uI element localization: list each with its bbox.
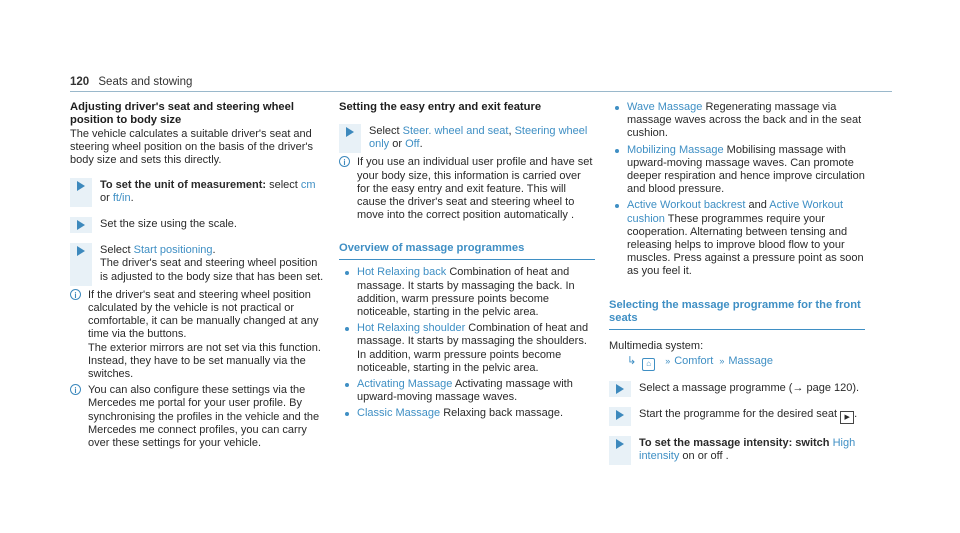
massage-desc: Regenerating massage via massage waves across the back and in the seat cushion. xyxy=(627,101,862,140)
bullet-icon xyxy=(345,327,349,331)
bullet-icon xyxy=(615,106,619,110)
step-start-programme xyxy=(609,407,865,426)
info-icon: i xyxy=(339,156,350,167)
option-steer-wheel-and-seat[interactable]: Steer. wheel and seat xyxy=(402,125,509,137)
massage-desc: Combination of heat and massage. It starts by massaging the back. In addition, warm pressure points become noticeable, starting in the pelvic area. xyxy=(357,266,575,319)
step-start-end: . xyxy=(212,244,216,257)
step-start-prog-text: Start the programme for the desired seat xyxy=(639,408,841,421)
massage-mobilizing[interactable]: Mobilizing Massage xyxy=(627,143,724,156)
step-easy-end: . xyxy=(419,138,423,151)
step-scale xyxy=(70,217,326,233)
start-positioning-link[interactable]: Start positioning xyxy=(133,244,213,257)
step-unit-bold: To set the unit of measurement: xyxy=(100,178,267,191)
step-intensity xyxy=(609,436,865,465)
massage-hot-relaxing-back[interactable]: Hot Relaxing back xyxy=(357,266,447,279)
note-manual-text: If the driver's seat and steering wheel position calculated by the vehicle is not practical or comfortable, it can be manually changed at any time via the buttons. xyxy=(88,288,319,341)
massage-desc: Combination of heat and massage. It starts by massaging the shoulders. In addition, warm pressure points become noticeable, starting in the pelvic area. xyxy=(357,322,589,374)
note-manual-change xyxy=(70,289,326,381)
home-icon[interactable]: ⌂ xyxy=(642,358,655,371)
list-item xyxy=(609,144,865,197)
menu-massage[interactable]: Massage xyxy=(728,354,774,367)
bullet-icon xyxy=(345,412,349,416)
massage-active-workout-backrest[interactable]: Active Workout backrest xyxy=(627,199,746,212)
massage-hot-relaxing-shoulder[interactable]: Hot Relaxing shoulder xyxy=(357,322,466,335)
massage-classic[interactable]: Classic Massage xyxy=(357,407,441,420)
step-intensity-end: on or off . xyxy=(679,450,729,463)
step-unit-or: or xyxy=(100,191,113,204)
page-number: 120 xyxy=(70,76,90,88)
column-2 xyxy=(339,101,595,421)
bullet-icon xyxy=(615,149,619,153)
step-select-programme xyxy=(609,381,865,397)
chevron-double-icon: » xyxy=(719,355,725,366)
list-item xyxy=(339,407,595,420)
step-easy-sep: , xyxy=(508,125,515,137)
option-ft-in[interactable]: ft/in xyxy=(112,191,131,204)
option-steering-wheel-only[interactable]: Steering wheel only xyxy=(369,125,588,151)
massage-desc: Mobilising massage with upward-moving massage waves. Can promote deeper respiration and hence improve circulation and blood pressure. xyxy=(627,143,865,196)
menu-comfort[interactable]: Comfort xyxy=(674,354,714,367)
step-easy-entry xyxy=(339,124,595,153)
step-unit xyxy=(70,178,326,207)
step-start-pre: Select xyxy=(100,244,134,257)
step-scale-text: Set the size using the scale. xyxy=(100,218,237,231)
step-unit-text: select xyxy=(266,178,301,191)
intro-text: The vehicle calculates a suitable driver's seat and steering wheel position on the basis of the driver's body size and sets this directly. xyxy=(70,128,314,167)
section-title: Seats and stowing xyxy=(98,76,193,88)
step-unit-end: . xyxy=(130,191,134,204)
note-easy-text: If you use an individual user profile and have set your body size, this information is carried over for the easy entry and exit feature. This will cause the driver's seat and steering wheel to move into the correct position automatically . xyxy=(357,156,593,222)
step-start-positioning xyxy=(70,243,326,286)
bullet-icon xyxy=(615,204,619,208)
section-select-massage: Selecting the massage programme for the front seats xyxy=(609,299,865,330)
heading-adjust-seat: Adjusting driver's seat and steering wheel position to body size xyxy=(70,101,294,126)
return-arrow-icon: ↳ xyxy=(627,354,637,367)
play-button-icon[interactable]: ▶ xyxy=(840,411,854,424)
massage-active-workout-cushion[interactable]: Active Workout cushion xyxy=(627,199,844,225)
chevron-double-icon: » xyxy=(665,355,671,366)
option-cm[interactable]: cm xyxy=(300,178,316,191)
step-arrow-icon xyxy=(616,384,624,394)
note-mercedes-me xyxy=(70,384,326,450)
step-select-text: Select a massage programme (→ page 120). xyxy=(639,381,860,394)
list-item xyxy=(339,378,595,404)
multimedia-label: Multimedia system: xyxy=(609,339,704,352)
massage-desc: Activating massage with upward-moving massage waves. xyxy=(357,378,573,404)
step-start-prog-end: . xyxy=(854,408,858,421)
list-item xyxy=(339,322,595,375)
bullet-icon xyxy=(345,383,349,387)
step-arrow-icon xyxy=(77,220,85,230)
list-item xyxy=(339,266,595,319)
list-item xyxy=(609,199,865,278)
note-mirrors-text: The exterior mirrors are not set via this function. Instead, they have to be set manually via the switches. xyxy=(88,341,321,381)
option-off[interactable]: Off xyxy=(405,138,420,151)
step-easy-pre: Select xyxy=(369,125,403,137)
section-massage-overview: Overview of massage programmes xyxy=(339,242,595,260)
note-easy-entry xyxy=(339,156,595,222)
step-intensity-bold: To set the massage intensity: switch xyxy=(639,437,833,450)
heading-easy-entry: Setting the easy entry and exit feature xyxy=(339,101,542,113)
header-divider xyxy=(70,91,892,92)
list-item xyxy=(609,101,865,141)
step-arrow-icon xyxy=(616,439,624,449)
step-start-text: The driver's seat and steering wheel position is adjusted to the body size that has been set. xyxy=(100,257,324,283)
step-arrow-icon xyxy=(77,246,85,256)
item-and: and xyxy=(745,199,770,212)
page-header xyxy=(70,76,192,88)
step-arrow-icon xyxy=(346,127,354,137)
high-intensity-option[interactable]: High intensity xyxy=(639,437,856,463)
column-1 xyxy=(70,101,326,450)
step-easy-or: or xyxy=(389,138,406,151)
massage-activating[interactable]: Activating Massage xyxy=(357,378,453,391)
massage-desc: These programmes require your cooperation. Alternating between tensing and releasing helps to improve blood flow to your muscles. Press against a pressure point as soon as you feel it. xyxy=(627,212,864,278)
step-arrow-icon xyxy=(77,181,85,191)
menu-path xyxy=(609,355,865,371)
step-arrow-icon xyxy=(616,410,624,420)
massage-wave[interactable]: Wave Massage xyxy=(627,101,703,113)
bullet-icon xyxy=(345,271,349,275)
info-icon: i xyxy=(70,384,81,395)
column-3 xyxy=(609,101,865,465)
info-icon: i xyxy=(70,289,81,300)
massage-desc: Relaxing back massage. xyxy=(440,407,564,420)
note-mercedes-text: You can also configure these settings via the Mercedes me portal for your user profile. By synchronising the profiles in the vehicle and the Mercedes me connect profiles, you can carry over these settings for your vehicle. xyxy=(88,384,320,450)
